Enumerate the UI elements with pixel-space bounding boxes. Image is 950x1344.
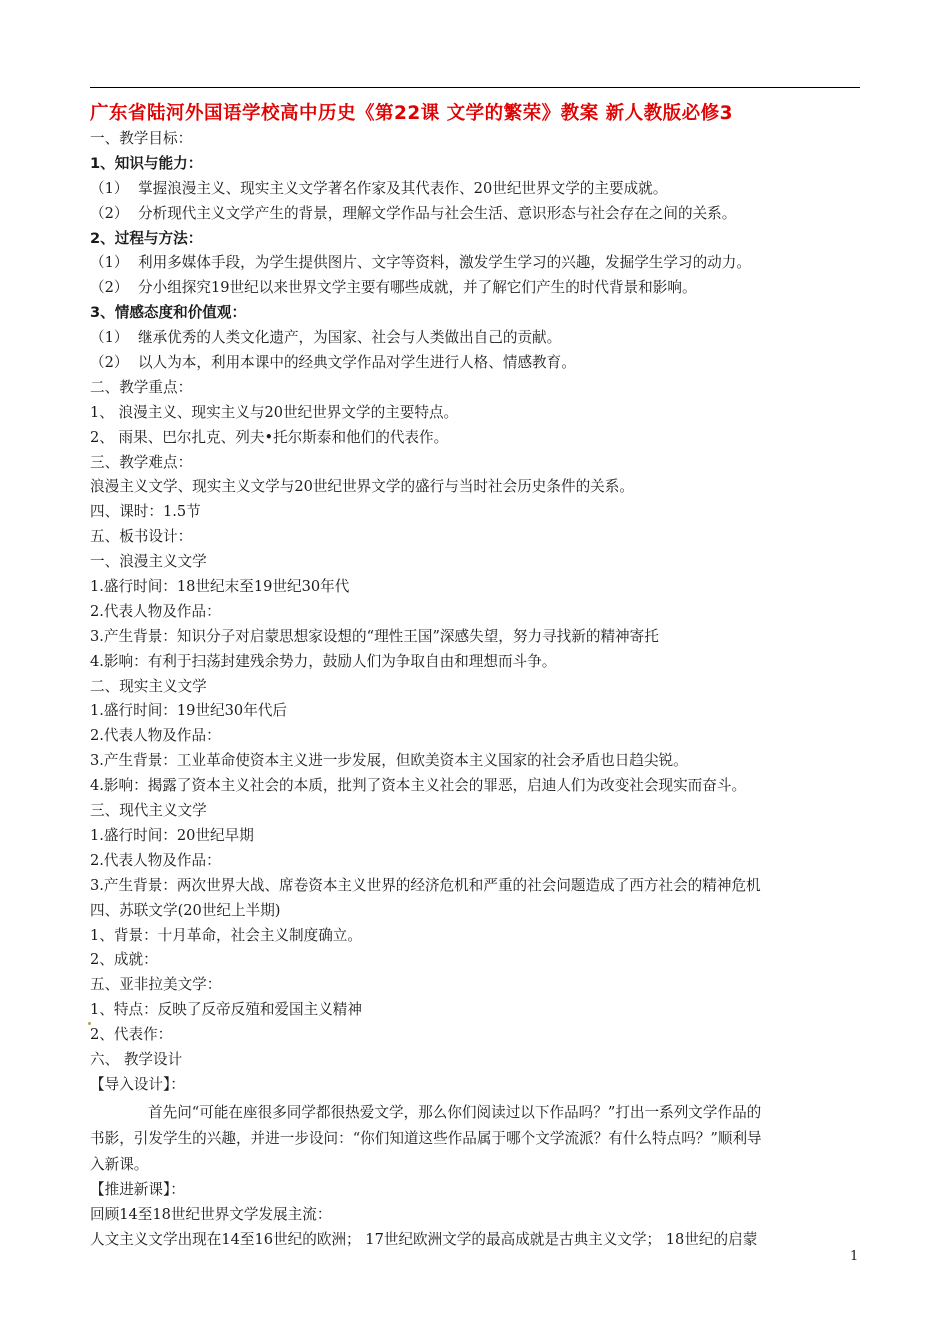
text-line [90, 276, 860, 301]
text-line [90, 326, 860, 351]
text-line: 四、苏联文学(20世纪上半期) [90, 901, 281, 919]
text-line: 2.代表人物及作品： [90, 602, 221, 620]
text-line: 人文主义文学出现在14至16世纪的欧洲； 17世纪欧洲文学的最高成就是古典主义文学； 18世纪的启蒙 [90, 1230, 758, 1248]
item-text: 利用多媒体手段，为学生提供图片、文字等资料，激发学生学习的兴趣，发掘学生学习的动力。 [138, 254, 751, 272]
text-line: 2、代表作： [90, 1026, 173, 1044]
text-line: 3、情感态度和价值观： [90, 304, 247, 322]
text-line: 五、亚非拉美文学： [90, 976, 222, 994]
text-line [90, 202, 860, 227]
text-line: 4.影响：有利于扫荡封建残余势力，鼓励人们为争取自由和理想而斗争。 [90, 652, 557, 670]
text-line: 3.产生背景：工业革命使资本主义进一步发展，但欧美资本主义国家的社会矛盾也日趋尖锐。 [90, 752, 688, 770]
outline-lines [90, 127, 860, 1098]
item-number: （1） [90, 179, 129, 197]
text-line: 五、板书设计： [90, 528, 193, 546]
text-line: 【推进新课】： [90, 1180, 185, 1198]
text-line: 2.代表人物及作品： [90, 727, 221, 745]
text-line: 2.代表人物及作品： [90, 851, 221, 869]
text-line: 一、教学目标： [90, 130, 193, 147]
item-text: 继承优秀的人类文化遗产，为国家、社会与人类做出自己的贡献。 [138, 329, 562, 347]
header-rule [90, 87, 860, 88]
text-line: 浪漫主义文学、现实主义文学与20世纪世界文学的盛行与当时社会历史条件的关系。 [90, 478, 634, 496]
text-line: 一、浪漫主义文学 [90, 553, 207, 571]
text-line: 二、现实主义文学 [90, 677, 207, 695]
text-line: 1.盛行时间：20世纪早期 [90, 826, 254, 844]
paragraph-line: 入新课。 [90, 1155, 149, 1173]
text-line: 3.产生背景：知识分子对启蒙思想家设想的“理性王国”深感失望，努力寻找新的精神寄托 [90, 627, 659, 645]
text-line [90, 251, 860, 276]
text-line: 1、 浪漫主义、现实主义与20世纪世界文学的主要特点。 [90, 403, 459, 421]
text-line: 1、特点：反映了反帝反殖和爱国主义精神 [90, 1001, 362, 1019]
item-text: 以人为本，利用本课中的经典文学作品对学生进行人格、情感教育。 [138, 354, 576, 372]
text-line [90, 351, 860, 376]
item-number: （2） [90, 279, 129, 297]
document-body [90, 127, 860, 1252]
item-text: 分析现代主义文学产生的背景，理解文学作品与社会生活、意识形态与社会存在之间的关系。 [138, 204, 737, 222]
item-number: （1） [90, 329, 129, 347]
item-text: 分小组探究19世纪以来世界文学主要有哪些成就，并了解它们产生的时代背景和影响。 [138, 279, 697, 297]
stray-mark [88, 1022, 91, 1025]
text-line: 4.影响：揭露了资本主义社会的本质，批判了资本主义社会的罪恶，启迪人们为改变社会现实而奋斗。 [90, 777, 747, 795]
text-line: 2、成就： [90, 951, 158, 969]
text-line: 2、过程与方法： [90, 229, 203, 247]
text-line: 3.产生背景：两次世界大战、席卷资本主义世界的经济危机和严重的社会问题造成了西方社会的精神危机 [90, 876, 761, 894]
page-number: 1 [850, 1249, 859, 1264]
text-line: 三、教学难点： [90, 453, 193, 471]
text-line: 二、教学重点： [90, 378, 193, 396]
item-number: （1） [90, 254, 129, 272]
paragraph-line: 首先问“可能在座很多同学都很热爱文学，那么你们阅读过以下作品吗？”打出一系列文学作品的 [148, 1103, 762, 1121]
text-line: 1、知识与能力： [90, 154, 203, 172]
text-line: 三、现代主义文学 [90, 802, 207, 820]
intro-paragraph [90, 1100, 860, 1178]
text-line: 2、 雨果、巴尔扎克、列夫•托尔斯泰和他们的代表作。 [90, 428, 449, 446]
text-line: 1、背景：十月革命，社会主义制度确立。 [90, 926, 362, 944]
text-line: 六、 教学设计 [90, 1050, 183, 1068]
text-line: 回顾14至18世纪世界文学发展主流： [90, 1205, 332, 1223]
text-line: 【导入设计】： [90, 1075, 185, 1093]
text-line: 1.盛行时间：19世纪30年代后 [90, 702, 288, 720]
item-number: （2） [90, 204, 129, 222]
text-line: 四、课时：1.5节 [90, 503, 201, 521]
text-line [90, 177, 860, 202]
text-line: 1.盛行时间：18世纪末至19世纪30年代 [90, 578, 350, 596]
item-number: （2） [90, 354, 129, 372]
paragraph-line: 书影，引发学生的兴趣，并进一步设问：“你们知道这些作品属于哪个文学流派？有什么特点吗？”顺利导 [90, 1129, 762, 1147]
document-title: 广东省陆河外国语学校高中历史《第22课 文学的繁荣》教案 新人教版必修3 [90, 103, 734, 124]
item-text: 掌握浪漫主义、现实主义文学著名作家及其代表作、20世纪世界文学的主要成就。 [138, 179, 668, 197]
after-lines [90, 1178, 860, 1253]
